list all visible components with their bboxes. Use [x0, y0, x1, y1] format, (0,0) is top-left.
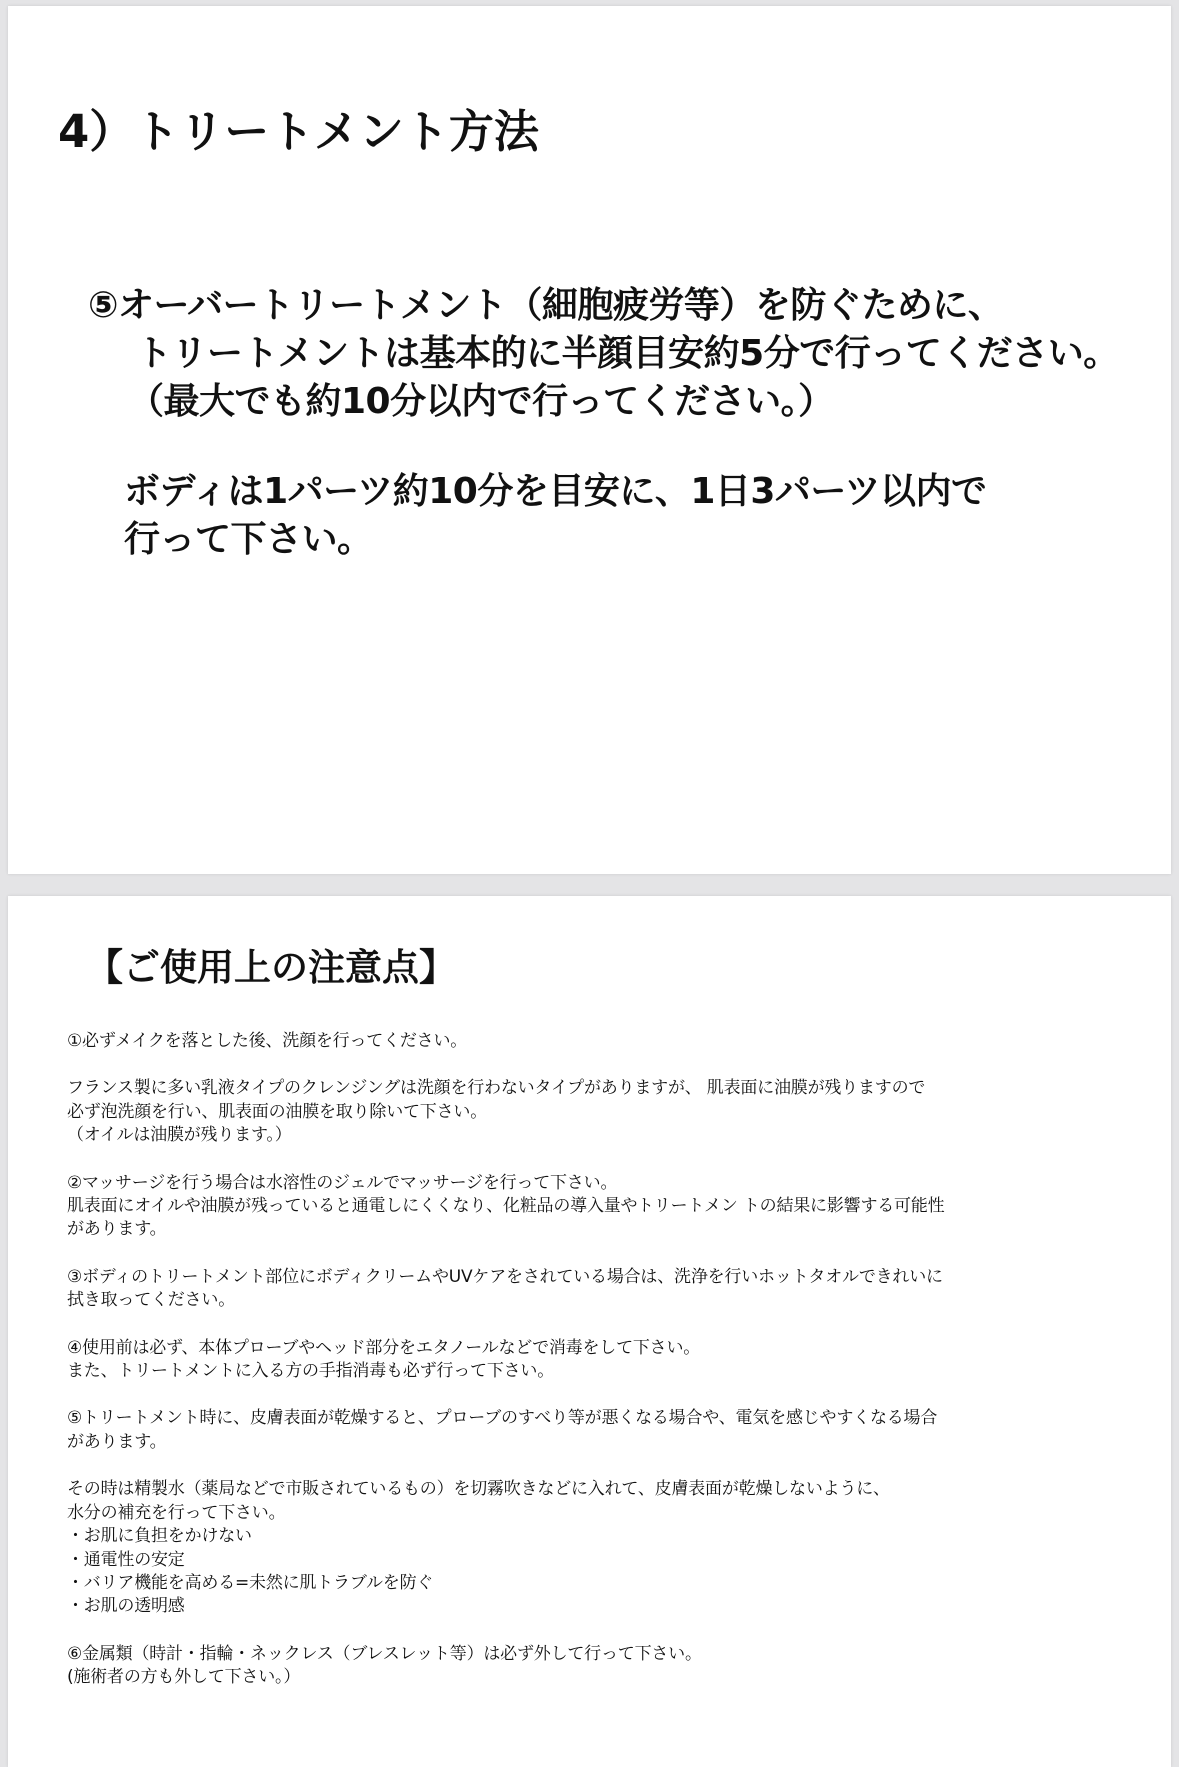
- precaution-line: ・通電性の安定: [67, 1549, 185, 1570]
- precaution-line: ④使用前は必ず、本体プローブやヘッド部分をエタノールなどで消毒をして下さい。: [67, 1337, 701, 1358]
- precaution-line: ⑥金属類（時計・指輪・ネックレス（ブレスレット等）は必ず外して行って下さい。: [67, 1643, 702, 1664]
- precaution-line: 拭き取ってください。: [67, 1290, 235, 1311]
- precaution-line: (施術者の方も外して下さい。）: [67, 1667, 301, 1688]
- body-line: （最大でも約10分以内で行ってください。）: [128, 381, 834, 422]
- precaution-line: ①必ずメイクを落とした後、洗顔を行ってください。: [67, 1031, 468, 1051]
- body-line: ボディは1パーツ約10分を目安に、1日3パーツ以内で: [124, 471, 987, 512]
- precaution-paragraph: [67, 1077, 1157, 1147]
- precaution-paragraph: [67, 1266, 1157, 1313]
- precaution-paragraph: [67, 1478, 1157, 1618]
- precaution-paragraph: [67, 1030, 1157, 1053]
- body-line: トリートメントは基本的に半顔目安約5分で行ってください。: [136, 333, 1119, 374]
- precaution-line: その時は精製水（薬局などで市販されているもの）を切霧吹きなどに入れて、皮膚表面が乾燥しないように、: [67, 1479, 890, 1500]
- slide-usage-precautions: [8, 896, 1171, 1767]
- slide-treatment-method: [8, 6, 1171, 874]
- precaution-notes: [67, 1030, 1157, 1714]
- precaution-line: 必ず泡洗顔を行い、肌表面の油膜を取り除いて下さい。: [67, 1101, 487, 1122]
- precaution-line: ②マッサージを行う場合は水溶性のジェルでマッサージを行って下さい。: [67, 1172, 618, 1193]
- body-line: 行って下さい。: [124, 519, 373, 560]
- precaution-paragraph: [67, 1407, 1157, 1454]
- precaution-line: フランス製に多い乳液タイプのクレンジングは洗顔を行わないタイプがありますが、 肌表面に油膜が残りますので: [67, 1078, 926, 1099]
- precaution-line: ・お肌の透明感: [67, 1596, 185, 1617]
- precaution-line: ・バリア機能を高める=未然に肌トラブルを防ぐ: [67, 1572, 434, 1593]
- precaution-paragraph: [67, 1643, 1157, 1690]
- precaution-line: また、トリートメントに入る方の手指消毒も必ず行って下さい。: [67, 1361, 555, 1382]
- precaution-line: ③ボディのトリートメント部位にボディクリームやUVケアをされている場合は、洗浄を行いホットタオルできれいに: [67, 1266, 943, 1287]
- precaution-line: 水分の補充を行って下さい。: [67, 1502, 286, 1523]
- precaution-paragraph: [67, 1337, 1157, 1384]
- precaution-paragraph: [67, 1172, 1157, 1242]
- precaution-line: ⑤トリートメント時に、皮膚表面が乾燥すると、プローブのすべり等が悪くなる場合や、電気を感じやすくなる場合: [67, 1408, 938, 1429]
- precaution-line: 肌表面にオイルや油膜が残っていると通電しにくくなり、化粧品の導入量やトリートメン トの結果に影響する可能性: [67, 1196, 945, 1217]
- precaution-line: があります。: [67, 1219, 167, 1240]
- precaution-line: があります。: [67, 1431, 167, 1452]
- slide-title: 4）トリートメント方法: [58, 105, 539, 158]
- slide-title: 【ご使用上の注意点】: [86, 946, 456, 989]
- precaution-line: ・お肌に負担をかけない: [67, 1526, 252, 1547]
- body-line: ⑤オーバートリートメント（細胞疲労等）を防ぐために、: [88, 285, 1004, 326]
- precaution-line: （オイルは油膜が残ります。）: [67, 1125, 292, 1146]
